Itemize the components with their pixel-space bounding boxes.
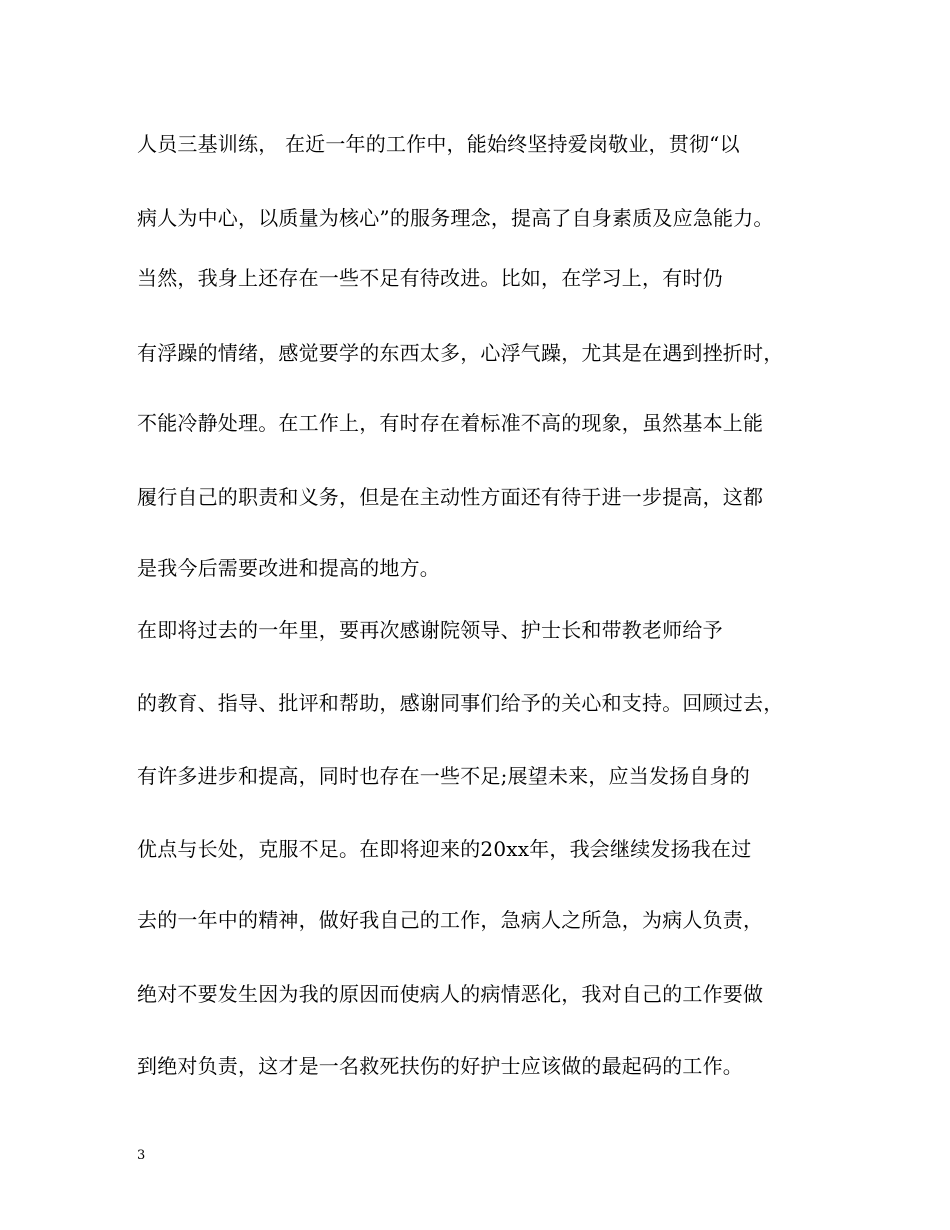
body-text-line: 人员三基训练， 在近一年的工作中，能始终坚持爱岗敬业，贯彻“以 bbox=[137, 132, 740, 156]
body-text-line: 的教育、指导、批评和帮助，感谢同事们给予的关心和支持。回顾过去， bbox=[137, 691, 784, 715]
body-text-line: 是我今后需要改进和提高的地方。 bbox=[137, 556, 440, 580]
page-number: 3 bbox=[137, 1148, 146, 1163]
body-text-line: 有浮躁的情绪，感觉要学的东西太多，心浮气躁，尤其是在遇到挫折时， bbox=[137, 341, 784, 365]
paragraph-start-line: 在即将过去的一年里，要再次感谢院领导、护士长和带教老师给予 bbox=[137, 618, 723, 642]
body-text-line: 病人为中心，以质量为核心”的服务理念，提高了自身素质及应急能力。 bbox=[137, 206, 774, 230]
body-text-line: 绝对不要发生因为我的原因而使病人的病情恶化，我对自己的工作要做 bbox=[137, 982, 764, 1006]
paragraph-start-line: 当然，我身上还存在一些不足有待改进。比如，在学习上，有时仍 bbox=[137, 266, 723, 290]
body-text-line: 履行自己的职责和义务，但是在主动性方面还有待于进一步提高，这都 bbox=[137, 485, 764, 509]
body-text-line: 有许多进步和提高，同时也存在一些不足;展望未来，应当发扬自身的 bbox=[137, 764, 750, 788]
body-text-line: 优点与长处，克服不足。在即将迎来的20xx年，我会继续发扬我在过 bbox=[137, 837, 752, 861]
body-text-line: 不能冷静处理。在工作上，有时存在着标准不高的现象，虽然基本上能 bbox=[137, 411, 764, 435]
body-text-line: 到绝对负责，这才是一名救死扶伤的好护士应该做的最起码的工作。 bbox=[137, 1054, 743, 1078]
body-text-line: 去的一年中的精神，做好我自己的工作，急病人之所急，为病人负责， bbox=[137, 908, 764, 932]
